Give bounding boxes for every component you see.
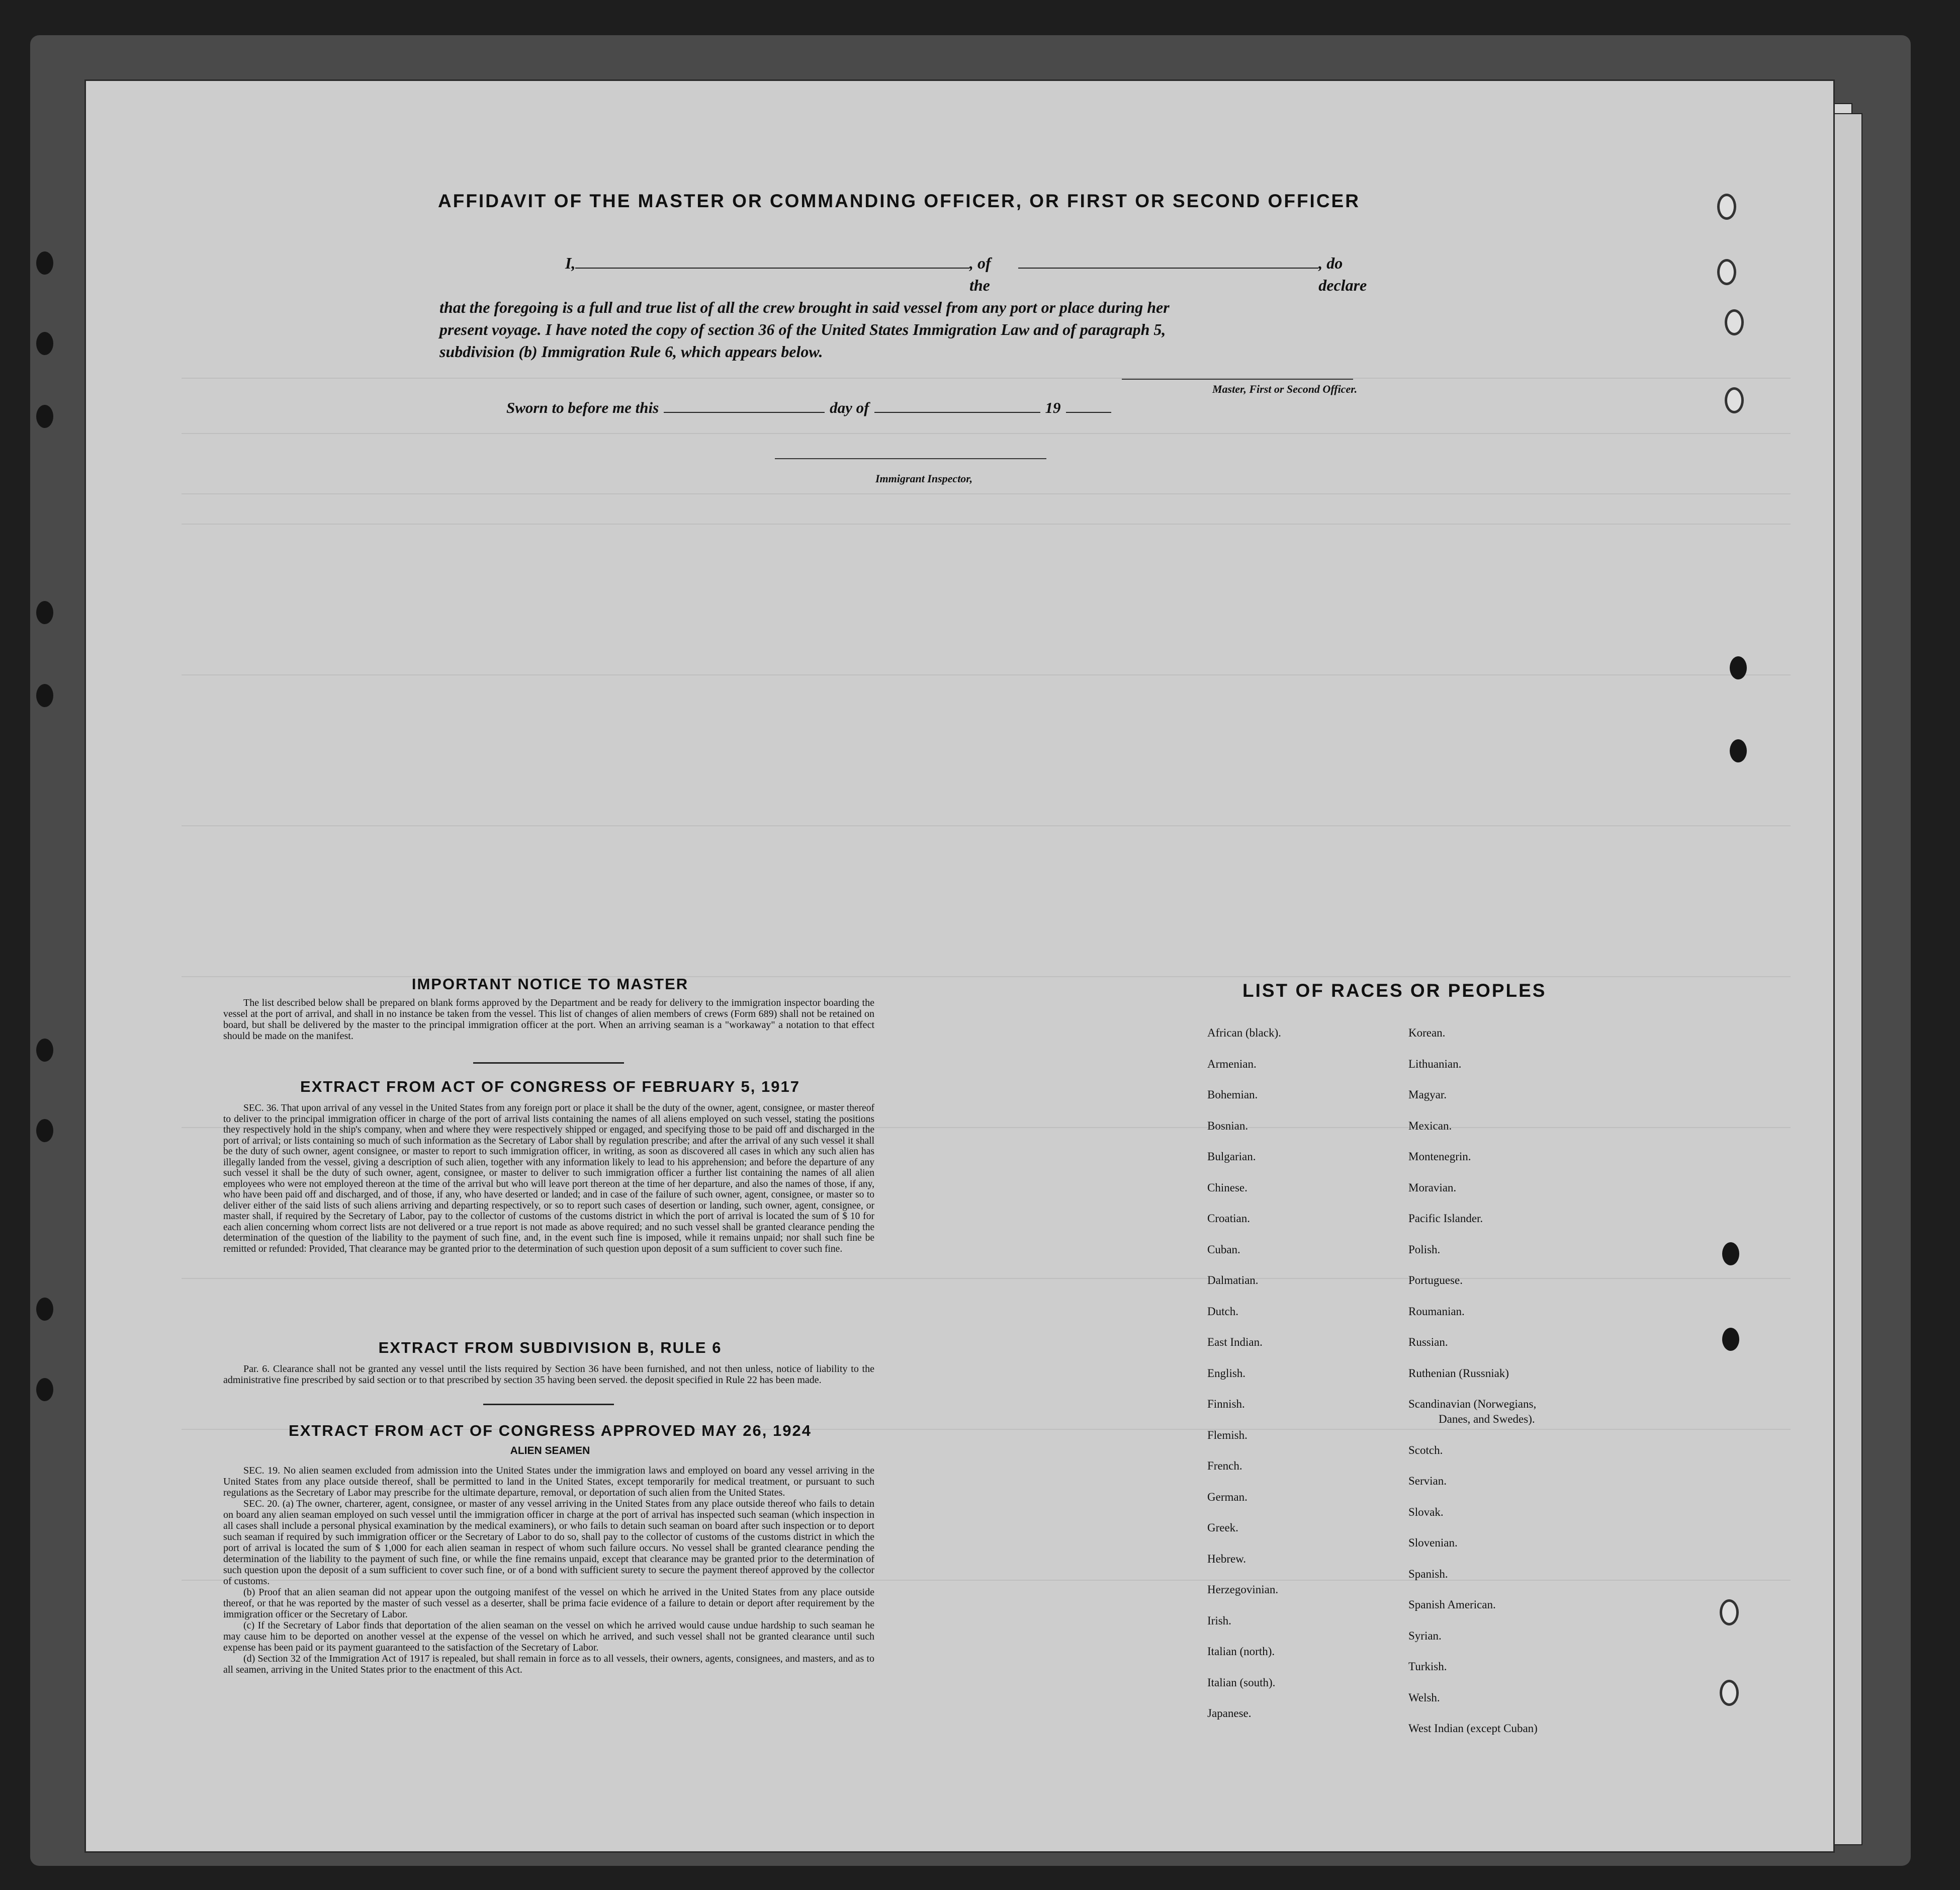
race-item: Danes, and Swedes). bbox=[1439, 1413, 1535, 1425]
extract-1917-text: SEC. 36. That upon arrival of any vessel in the United States from any foreign port or place it shall be the duty of the owner, agent, consignee, or master thereof to deliver to the principal immigration officer in charge of the port of arrival lists containing the names of all aliens employed on such vessel, stating the positions they respectively hold in the ship's company, when and where they were respectively shipped or engaged, and specifying those to be paid off and discharged in the port of arrival; or lists containing so much of such information as the Secretary of Labor shall by regulation prescribe; and after the arrival of any such vessel it shall be the duty of such owner, agent consignee, or master to report to such immigration officer, in writing, as soon as discovered all cases in which any such alien has illegally landed from the vessel, giving a description of such alien, together with any information likely to lead to his apprehension; and before the departure of any such vessel it shall be the duty of such owner, agent, consignee, or master to deliver to such immigration officer a further list containing the names of all alien employees who were not employed thereon at the time of the arrival but who will leave port thereon at the time of her departure, and also the names of those, if any, who have been paid off and discharged, and of those, if any, who have deserted or landed; and in case of the failure of such owner, agent, consignee, or master so to deliver either of the said lists of such aliens arriving and departing respectively, or so to report such cases of desertion or landing, such owner, agent, consignee, or master shall, if required by the Secretary of Labor, pay to the collector of customs of the customs district in which the port of arrival is located the sum of $ 10 for each alien concerning whom correct lists are not delivered or a true report is not made as above required; and no such vessel shall be granted clearance pending the determination of the question of the liability to the payment of such fine, and, in the event such fine is imposed, while it remains unpaid; nor shall such fine be remitted or refunded: Provided, That clearance may be granted prior to the determination of such question upon deposit of a sum sufficient to cover such fine. bbox=[223, 1103, 874, 1254]
extract-rule6-title: EXTRACT FROM SUBDIVISION B, RULE 6 bbox=[378, 1339, 722, 1356]
race-item: Hebrew. bbox=[1207, 1552, 1246, 1565]
declaration-of-the: , of the bbox=[969, 254, 991, 294]
race-item: Bohemian. bbox=[1207, 1088, 1258, 1101]
race-item: Japanese. bbox=[1207, 1707, 1252, 1720]
race-item: Russian. bbox=[1408, 1336, 1448, 1348]
binder-hole bbox=[36, 1298, 53, 1321]
punch-hole bbox=[1725, 387, 1744, 413]
race-item: French. bbox=[1207, 1459, 1242, 1472]
master-signature-label: Master, First or Second Officer. bbox=[1212, 383, 1358, 395]
race-item: Greek. bbox=[1207, 1521, 1238, 1534]
binder-hole bbox=[36, 684, 53, 707]
extract-1924-sec20b: (b) Proof that an alien seaman did not appear upon the outgoing manifest of the vessel on which he arrived in the United States from any place outside thereof, or that he was reported by the master of such vessel as a deserter, shall be prima facie evidence of a failure to detain or deport after requirement by the immigration officer or the Secretary of Labor. bbox=[223, 1587, 874, 1620]
race-item: Italian (north). bbox=[1207, 1645, 1275, 1658]
punch-hole bbox=[1720, 1599, 1739, 1625]
race-item: Roumanian. bbox=[1408, 1305, 1465, 1318]
race-item: Dutch. bbox=[1207, 1305, 1238, 1318]
section-divider bbox=[473, 1062, 624, 1064]
ghost-rule bbox=[182, 825, 1791, 826]
affidavit-title: AFFIDAVIT OF THE MASTER OR COMMANDING OFFICER, OR FIRST OR SECOND OFFICER bbox=[438, 191, 1360, 211]
race-item: Spanish. bbox=[1408, 1567, 1448, 1580]
extract-1924-title: EXTRACT FROM ACT OF CONGRESS APPROVED MAY 26, 1924 bbox=[289, 1422, 812, 1439]
binder-hole bbox=[36, 251, 53, 275]
race-item: West Indian (except Cuban) bbox=[1408, 1722, 1538, 1735]
race-item: Mexican. bbox=[1408, 1119, 1452, 1132]
race-item: Korean. bbox=[1408, 1026, 1446, 1039]
punch-hole bbox=[1717, 259, 1736, 285]
binder-hole bbox=[36, 332, 53, 355]
extract-1924-subtitle: ALIEN SEAMEN bbox=[510, 1445, 590, 1456]
races-title: LIST OF RACES OR PEOPLES bbox=[1242, 980, 1547, 1001]
declaration-line: that the foregoing is a full and true list of all the crew brought in said vessel from any port or place during her bbox=[439, 298, 1170, 316]
declaration-do-declare: , do declare bbox=[1318, 254, 1367, 294]
section-divider bbox=[483, 1404, 614, 1405]
race-item: Bosnian. bbox=[1207, 1119, 1249, 1132]
manifest-page bbox=[84, 79, 1835, 1853]
punch-hole bbox=[1720, 1680, 1739, 1706]
ghost-rule bbox=[182, 378, 1791, 379]
declaration-line: present voyage. I have noted the copy of section 36 of the United States Immigration Law and of paragraph 5, bbox=[439, 320, 1166, 338]
extract-1924-body bbox=[223, 1465, 874, 1675]
punch-hole bbox=[1722, 1242, 1739, 1265]
race-item: Lithuanian. bbox=[1408, 1057, 1462, 1070]
race-item: African (black). bbox=[1207, 1026, 1281, 1039]
race-item: Scotch. bbox=[1408, 1443, 1443, 1456]
binder-hole bbox=[36, 1039, 53, 1062]
race-item: Bulgarian. bbox=[1207, 1150, 1256, 1163]
declaration-line: subdivision (b) Immigration Rule 6, which appears below. bbox=[439, 342, 823, 361]
race-item: Portuguese. bbox=[1408, 1274, 1463, 1286]
race-item: Magyar. bbox=[1408, 1088, 1447, 1101]
bleed-through-text bbox=[282, 156, 297, 195]
race-item: Slovak. bbox=[1408, 1505, 1444, 1518]
race-item: Dalmatian. bbox=[1207, 1274, 1259, 1286]
race-item: Chinese. bbox=[1207, 1181, 1248, 1194]
extract-1924-sec20d: (d) Section 32 of the Immigration Act of 1917 is repealed, but shall remain in force as to all vessels, their owners, agents, consignees, and masters, and as to all seamen, arriving in the United States prior to the enactment of this Act. bbox=[223, 1653, 874, 1675]
race-item: Welsh. bbox=[1408, 1691, 1440, 1704]
punch-hole bbox=[1730, 656, 1747, 679]
race-item: Scandinavian (Norwegians, bbox=[1408, 1398, 1537, 1410]
month-blank[interactable] bbox=[874, 397, 1040, 413]
ghost-rule bbox=[182, 493, 1791, 494]
race-item: Cuban. bbox=[1207, 1243, 1240, 1256]
declaration-line bbox=[439, 252, 1390, 296]
race-item: Polish. bbox=[1408, 1243, 1441, 1256]
extract-1924-sec19: SEC. 19. No alien seamen excluded from admission into the United States under the immigration laws and employed on board any vessel arriving in the United States from any place outside thereof, shall be permitted to land in the United States, except temporarily for medical treatment, or pursuant to such regulations as the Secretary of Labor may prescribe for the ultimate departure, removal, or deportation of such alien from the United States. bbox=[223, 1465, 874, 1498]
binder-hole bbox=[36, 1378, 53, 1401]
sworn-statement bbox=[506, 397, 1111, 417]
race-item: Flemish. bbox=[1207, 1428, 1248, 1441]
race-item: Slovenian. bbox=[1408, 1536, 1458, 1549]
race-item: Syrian. bbox=[1408, 1629, 1442, 1642]
declaration-i: I, bbox=[565, 254, 576, 272]
punch-hole bbox=[1730, 739, 1747, 762]
race-item: Croatian. bbox=[1207, 1212, 1250, 1225]
ghost-rule bbox=[182, 524, 1791, 525]
year-blank[interactable] bbox=[1066, 397, 1111, 413]
binder-hole bbox=[36, 601, 53, 624]
binder-hole bbox=[36, 1119, 53, 1142]
race-item: Finnish. bbox=[1207, 1398, 1245, 1410]
affidavit-declaration bbox=[439, 252, 1390, 363]
race-item: Armenian. bbox=[1207, 1057, 1257, 1070]
binder-hole bbox=[36, 405, 53, 428]
extract-1924-sec20a: SEC. 20. (a) The owner, charterer, agent, consignee, or master of any vessel arriving in the United States from any place outside thereof who fails to detain on board any alien seaman employed on such vessel until the immigration officer in charge at the port of arrival has inspected such seaman (which inspection in all cases shall include a personal physical examination by the medical examiners), or who fails to detain such seaman on board after such inspection or to deport such seaman if required by such immigration officer or the Secretary of Labor to do so, shall pay to the collector of customs of the customs district in which the port of arrival is located the sum of $ 1,000 for each alien seaman in respect of whom such failure occurs. No vessel shall be granted clearance pending the determination of the liability to the payment of such fine, or while the fine remains unpaid, except that clearance may be granted prior to the determination of such question upon the deposit of a sum sufficient to cover such fine, or of a bond with sufficient surety to secure the payment thereof approved by the collector of customs. bbox=[223, 1498, 874, 1587]
race-item: Herzegovinian. bbox=[1207, 1583, 1279, 1596]
notice-text: The list described below shall be prepared on blank forms approved by the Department and be ready for delivery to the immigration inspector boarding the vessel at the port of arrival, and shall in no instance be taken from the vessel. This list of changes of alien members of crews (Form 689) shall not be retained on board, but shall be delivered by the master to the principal immigration officer at the port. When an arriving seaman is a "workaway" a notation to that effect should be made on the manifest. bbox=[223, 997, 874, 1042]
race-item: Italian (south). bbox=[1207, 1676, 1276, 1689]
punch-hole bbox=[1722, 1328, 1739, 1351]
punch-hole bbox=[1717, 194, 1736, 220]
ghost-rule bbox=[182, 674, 1791, 675]
day-blank[interactable] bbox=[664, 397, 825, 413]
race-item: Spanish American. bbox=[1408, 1598, 1496, 1611]
race-item: German. bbox=[1207, 1490, 1248, 1503]
inspector-signature-label: Immigrant Inspector, bbox=[875, 472, 973, 485]
ghost-rule bbox=[182, 433, 1791, 434]
race-item: Irish. bbox=[1207, 1614, 1231, 1627]
notice-title: IMPORTANT NOTICE TO MASTER bbox=[411, 975, 689, 993]
extract-rule6-text: Par. 6. Clearance shall not be granted any vessel until the lists required by Section 36 have been furnished, and not then unless, notice of liability to the administrative fine prescribed by said section or to that prescribed by section 35 having been served. the deposit specified in Rule 22 has been made. bbox=[223, 1363, 874, 1386]
race-item: Montenegrin. bbox=[1408, 1150, 1471, 1163]
race-item: Moravian. bbox=[1408, 1181, 1457, 1194]
race-item: East Indian. bbox=[1207, 1336, 1263, 1348]
punch-hole bbox=[1725, 309, 1744, 335]
vessel-blank[interactable] bbox=[1018, 252, 1318, 269]
race-item: Pacific Islander. bbox=[1408, 1212, 1483, 1225]
race-item: Ruthenian (Russniak) bbox=[1408, 1366, 1509, 1380]
sworn-day-of: day of bbox=[830, 399, 869, 416]
race-item: Turkish. bbox=[1408, 1660, 1447, 1673]
sworn-year: 19 bbox=[1045, 399, 1061, 416]
sworn-text: Sworn to before me this bbox=[506, 399, 659, 416]
extract-1924-sec20c: (c) If the Secretary of Labor finds that deportation of the alien seaman on the vessel on which he arrived would cause undue hardship to such seaman he may cause him to be deported on another vessel at the expense of the vessel on which he arrived, and such vessel shall not be granted clearance until such expense has been paid or its payment guaranteed to the satisfaction of the Secretary of Labor. bbox=[223, 1620, 874, 1653]
race-item: English. bbox=[1207, 1366, 1246, 1380]
extract-1917-title: EXTRACT FROM ACT OF CONGRESS OF FEBRUARY 5, 1917 bbox=[300, 1078, 800, 1095]
race-item: Servian. bbox=[1408, 1475, 1447, 1487]
master-signature-line[interactable] bbox=[1122, 379, 1353, 380]
inspector-signature-line[interactable] bbox=[775, 458, 1046, 459]
ghost-rule bbox=[182, 1278, 1791, 1279]
name-blank[interactable] bbox=[575, 252, 969, 269]
